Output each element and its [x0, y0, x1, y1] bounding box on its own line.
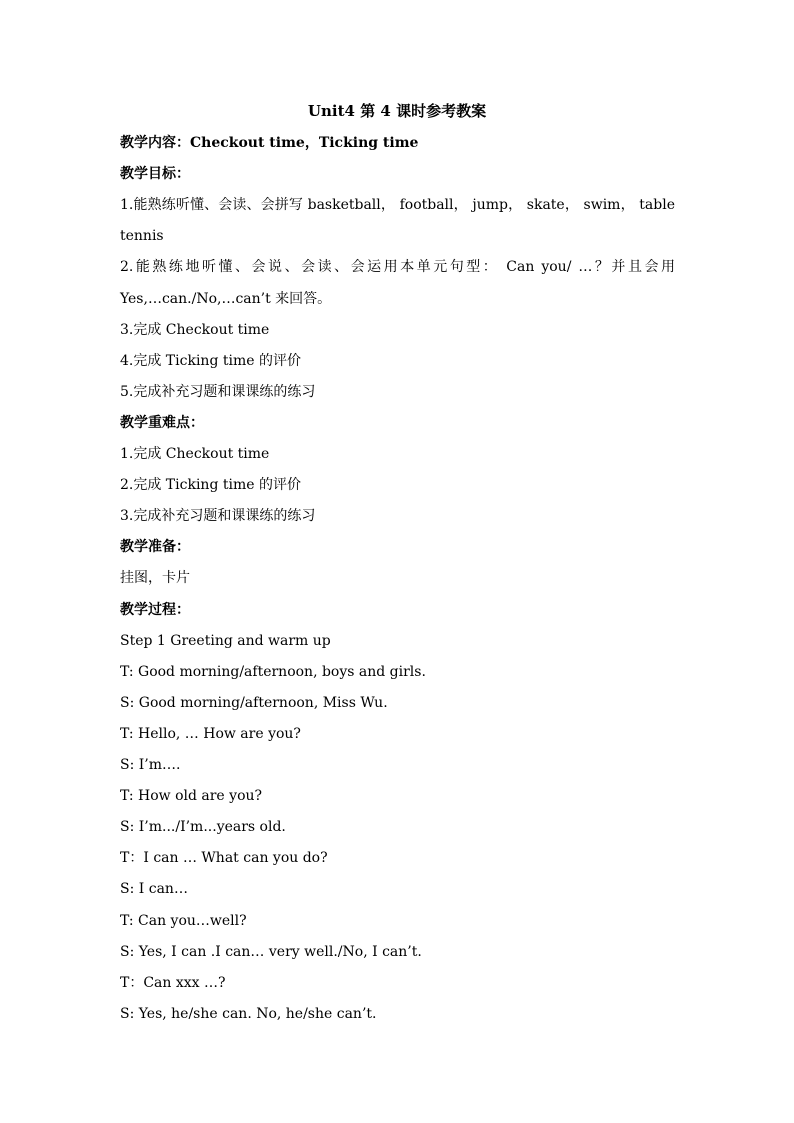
text-line: tennis: [120, 228, 164, 245]
text-line: T：Can xxx …?: [120, 974, 226, 991]
text-line: S: I’m….: [120, 757, 181, 773]
text-line: 1.完成 Checkout time: [120, 446, 270, 462]
text-line: T: How old are you?: [120, 788, 263, 805]
text-line: S: Yes, I can .I can… very well./No, I can’t.: [120, 943, 422, 960]
section-heading: 教学目标：: [120, 166, 190, 183]
text-line: 1.能熟练听懂、会读、会拼写 basketball， football， jump， skate， swim， table: [120, 197, 675, 214]
text-line: 挂图，卡片: [120, 570, 190, 587]
section-heading: 教学过程：: [120, 601, 190, 618]
text-line: T: Good morning/afternoon, boys and girls.: [120, 663, 426, 680]
text-line: 3.完成 Checkout time: [120, 321, 270, 338]
text-line: S: I’m.../I’m...years old.: [120, 819, 286, 836]
text-line: 2.能熟练地听懂、会说、会读、会运用本单元句型： Can you/ …？并且会用: [120, 259, 675, 276]
section-heading: 教学内容：Checkout time，Ticking time: [120, 135, 419, 151]
text-line: S: Good morning/afternoon, Miss Wu.: [120, 694, 388, 711]
text-line: 5.完成补充习题和课课练的练习: [120, 383, 316, 400]
text-line: Step 1 Greeting and warm up: [120, 632, 331, 649]
text-line: T: Can you…well?: [120, 912, 247, 929]
text-line: Yes,…can./No,…can’t 来回答。: [120, 290, 332, 307]
text-line: S: Yes, he/she can. No, he/she can’t.: [120, 1005, 377, 1022]
text-line: T: Hello, … How are you?: [120, 725, 301, 742]
text-line: 3.完成补充习题和课课练的练习: [120, 508, 316, 525]
section-heading: 教学重难点：: [120, 414, 204, 431]
section-heading: 教学准备：: [120, 539, 190, 556]
text-line: 4.完成 Ticking time 的评价: [120, 352, 301, 369]
document-title: Unit4 第 4 课时参考教案: [307, 102, 487, 120]
text-line: S: I can…: [120, 881, 188, 898]
text-line: 2.完成 Ticking time 的评价: [120, 477, 301, 494]
text-line: T：I can … What can you do?: [120, 850, 328, 867]
